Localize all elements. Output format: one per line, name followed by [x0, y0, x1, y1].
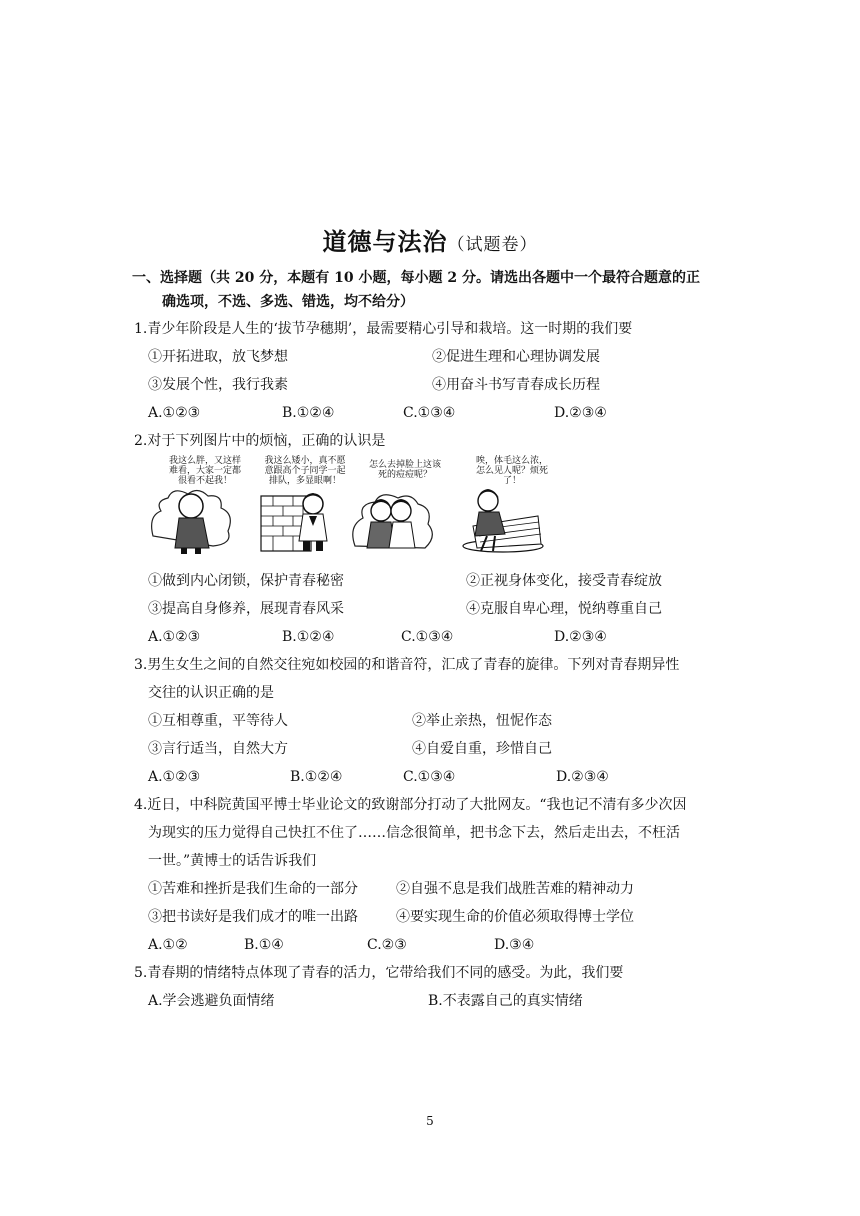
question-3-stem-line2: 交往的认识正确的是	[148, 685, 274, 701]
question-1-option-b: B.①②④	[282, 405, 335, 421]
question-4-option-d: D.③④	[494, 937, 535, 953]
question-1-option-a: A.①②③	[148, 405, 201, 421]
cartoon-strip	[143, 456, 563, 556]
bubble-4: 唉，体毛这么浓，怎么见人呢？烦死了！	[475, 456, 548, 486]
question-3-statement-3: ③言行适当，自然大方	[148, 741, 288, 757]
question-3-statement-1: ①互相尊重，平等待人	[148, 713, 288, 729]
question-3-option-b: B.①②④	[290, 769, 343, 785]
question-1-statement-1: ①开拓进取，放飞梦想	[148, 349, 288, 365]
question-4-statement-1: ①苦难和挫折是我们生命的一部分	[148, 881, 358, 897]
question-2-statement-2: ②正视身体变化，接受青春绽放	[466, 573, 662, 589]
question-2-stem: 2.对于下列图片中的烦恼，正确的认识是	[134, 433, 386, 449]
question-4-stem-line2: 为现实的压力觉得自己快扛不住了……信念很简单，把书念下去，然后走出去，不枉活	[148, 825, 680, 841]
page-title	[0, 222, 860, 257]
cartoon-girl-bench	[463, 489, 543, 552]
question-3-option-c: C.①③④	[403, 769, 456, 785]
question-1-statement-2: ②促进生理和心理协调发展	[432, 349, 600, 365]
question-2-option-a: A.①②③	[148, 629, 201, 645]
section-header-line1: 一、选择题（共 20 分，本题有 10 小题，每小题 2 分。请选出各题中一个最符合题意的正	[132, 270, 700, 286]
question-1-option-c: C.①③④	[403, 405, 456, 421]
question-4-statement-4: ④要实现生命的价值必须取得博士学位	[396, 909, 634, 925]
page-number: 5	[426, 1114, 434, 1128]
question-2-option-c: C.①③④	[401, 629, 454, 645]
cartoon-chubby-girl	[152, 490, 231, 554]
question-4-option-a: A.①②	[148, 937, 188, 953]
question-3-option-d: D.②③④	[556, 769, 609, 785]
question-1-option-d: D.②③④	[554, 405, 607, 421]
bubble-3: 怎么去掉脸上这该死的痘痘呢？	[368, 460, 441, 480]
bubble-1: 我这么胖，又这样难看，大家一定都很看不起我！	[168, 456, 241, 486]
question-4-stem-line1: 4.近日，中科院黄国平博士毕业论文的致谢部分打动了大批网友。“我也记不清有多少次因	[134, 797, 687, 813]
question-2-statement-3: ③提高自身修养，展现青春风采	[148, 601, 344, 617]
question-3-statement-2: ②举止亲热，忸怩作态	[412, 713, 552, 729]
question-4-stem-line3: 一世。”黄博士的话告诉我们	[148, 853, 317, 869]
question-4-statement-2: ②自强不息是我们战胜苦难的精神动力	[396, 881, 634, 897]
question-4-option-b: B.①④	[244, 937, 284, 953]
title-sub: （试题卷）	[447, 235, 538, 255]
question-5-option-b: B.不表露自己的真实情绪	[428, 993, 583, 1009]
title-main: 道德与法治	[322, 227, 448, 256]
section-header-line2: 确选项，不选、多选、错选，均不给分）	[162, 294, 414, 310]
question-1-statement-4: ④用奋斗书写青春成长历程	[432, 377, 600, 393]
question-5-option-a: A.学会逃避负面情绪	[148, 993, 275, 1009]
question-2-option-d: D.②③④	[554, 629, 607, 645]
cartoon-girls-pimples	[353, 495, 433, 548]
question-1-stem: 1.青少年阶段是人生的‘拔节孕穗期’，最需要精心引导和栽培。这一时期的我们要	[134, 321, 633, 337]
question-4-statement-3: ③把书读好是我们成才的唯一出路	[148, 909, 358, 925]
cartoon-short-boy	[261, 493, 327, 551]
question-5-stem: 5.青春期的情绪特点体现了青春的活力，它带给我们不同的感受。为此，我们要	[134, 965, 624, 981]
question-4-option-c: C.②③	[367, 937, 407, 953]
question-3-stem-line1: 3.男生女生之间的自然交往宛如校园的和谐音符，汇成了青春的旋律。下列对青春期异性	[134, 657, 680, 673]
question-2-statement-1: ①做到内心闭锁，保护青春秘密	[148, 573, 344, 589]
question-1-statement-3: ③发展个性，我行我素	[148, 377, 288, 393]
question-2-option-b: B.①②④	[282, 629, 335, 645]
question-2-statement-4: ④克服自卑心理，悦纳尊重自己	[466, 601, 662, 617]
bubble-2: 我这么矮小，真不愿意跟高个子同学一起排队，多显眼啊！	[264, 456, 346, 486]
question-3-option-a: A.①②③	[148, 769, 201, 785]
question-3-statement-4: ④自爱自重，珍惜自己	[412, 741, 552, 757]
